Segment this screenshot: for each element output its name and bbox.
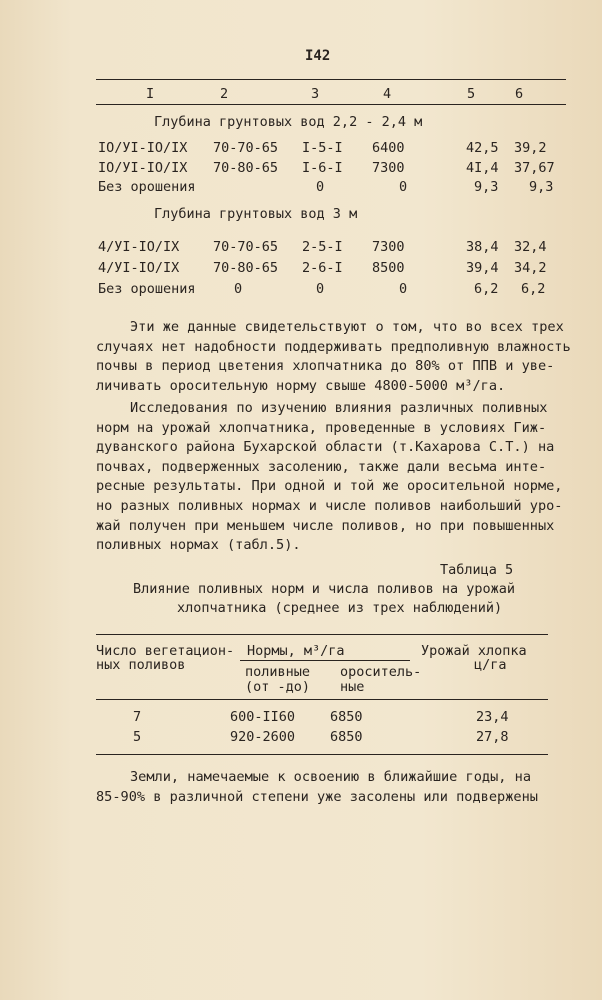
table5-sub2-line2: ные	[340, 679, 365, 695]
table4-s1-r3-c5: 9,3	[474, 179, 499, 195]
table4-s2-r1-c3: 2-5-I	[302, 239, 343, 255]
table4-s2-r1-c1: 4/УI-IO/IX	[98, 239, 180, 255]
table4-top-rule	[96, 79, 566, 80]
table5-group-rule	[240, 660, 410, 661]
paragraph-1-line: Эти же данные свидетельствуют о том, что во всех трех	[130, 319, 564, 335]
table5-col3-header-line1: Урожай хлопка	[421, 643, 527, 659]
paragraph-2-line: поливных нормах (табл.5).	[96, 537, 301, 554]
table4-section1-title: Глубина грунтовых вод 2,2 - 2,4 м	[154, 114, 423, 130]
table5-r1-c4: 23,4	[476, 709, 509, 725]
table4-s1-r3-c4: 0	[399, 179, 408, 195]
table4-s1-r3-c6: 9,3	[529, 179, 554, 195]
table4-s1-r1-c6: 39,2	[514, 140, 547, 156]
table4-s1-r2-c6: 37,67	[514, 160, 555, 176]
paragraph-3-line: 85-90% в различной степени уже засолены или подвержены	[96, 788, 538, 805]
table5-sub2-line1: ороситель-	[340, 664, 422, 680]
paragraph-1-line: случаях нет надобности поддерживать предполивную влажность	[96, 338, 571, 355]
table5-r1-c1: 7	[133, 709, 142, 725]
table4-s2-r3-c1: Без орошения	[98, 281, 196, 297]
table5-title-line1: Влияние поливных норм и числа поливов на урожай	[133, 581, 516, 597]
table4-s1-r1-c5: 42,5	[466, 140, 499, 156]
table5-col3-header-line2: ц/га	[474, 657, 507, 673]
table4-s2-r3-c5: 6,2	[474, 281, 499, 297]
table4-s2-r2-c5: 39,4	[466, 260, 499, 276]
table4-s2-r3-c2: 0	[234, 281, 243, 297]
table4-s1-r3-c3: 0	[316, 179, 325, 195]
table5-sub1-line2: (от -до)	[245, 679, 311, 695]
table5-r2-c4: 27,8	[476, 729, 509, 745]
table5-title-line2: хлопчатника (среднее из трех наблюдений)	[177, 600, 503, 616]
paragraph-2-line: Исследования по изучению влияния различных поливных	[130, 400, 548, 416]
table4-col-num-5: 5	[467, 86, 476, 102]
table4-s1-r1-c2: 70-70-65	[213, 140, 279, 156]
table4-col-num-1: I	[146, 86, 155, 102]
table4-s2-r2-c1: 4/УI-IO/IX	[98, 260, 180, 276]
paragraph-1	[96, 318, 570, 396]
table4-s1-r3-c1: Без орошения	[98, 179, 196, 195]
paragraph-2-line: но разных поливных нормах и числе поливов наибольший уро-	[96, 497, 563, 514]
table4-s1-r1-c1: IO/УI-IO/IX	[98, 140, 188, 156]
table4-s1-r1-c3: I-5-I	[302, 140, 343, 156]
table5-header-rule	[96, 699, 548, 700]
table5-r1-c2: 600-II60	[230, 709, 296, 725]
table4-section2-title: Глубина грунтовых вод 3 м	[154, 206, 358, 222]
table4-s2-r2-c2: 70-80-65	[213, 260, 279, 276]
table4-s2-r3-c4: 0	[399, 281, 408, 297]
table5-r2-c1: 5	[133, 729, 142, 745]
table4-s2-r1-c2: 70-70-65	[213, 239, 279, 255]
table4-s1-r2-c1: IO/УI-IO/IX	[98, 160, 188, 176]
paragraph-2	[96, 399, 570, 556]
table4-s1-r1-c4: 6400	[372, 140, 405, 156]
paragraph-2-line: почвах, подверженных засолению, также дали весьма инте-	[96, 458, 547, 475]
table5-r2-c3: 6850	[330, 729, 363, 745]
table4-s2-r3-c6: 6,2	[521, 281, 546, 297]
table5-col1-header-line1: Число вегетацион-	[96, 643, 235, 659]
table4-s2-r2-c6: 34,2	[514, 260, 547, 276]
table4-s1-r2-c3: I-6-I	[302, 160, 343, 176]
table4-s1-r2-c5: 4I,4	[466, 160, 499, 176]
paragraph-1-line: личивать оросительную норму свыше 4800-5000 м³/га.	[96, 377, 506, 394]
table4-col-num-6: 6	[515, 86, 524, 102]
table5-sub1-line1: поливные	[245, 664, 311, 680]
table4-s1-r2-c4: 7300	[372, 160, 405, 176]
table5-col1-header-line2: ных поливов	[96, 657, 186, 673]
table5-label: Таблица 5	[440, 562, 514, 578]
table4-s2-r1-c4: 7300	[372, 239, 405, 255]
paragraph-2-line: дуванского района Бухарской области (т.Кахарова С.Т.) на	[96, 439, 555, 456]
page-number: I42	[305, 48, 331, 64]
table4-s2-r1-c5: 38,4	[466, 239, 499, 255]
paragraph-1-line: почвы в период цветения хлопчатника до 80% от ППВ и уве-	[96, 358, 555, 375]
paragraph-2-line: жай получен при меньшем числе поливов, но при повышенных	[96, 517, 555, 534]
table5-top-rule	[96, 634, 548, 635]
table4-header-rule	[96, 104, 566, 105]
paragraph-2-line: ресные результаты. При одной и той же оросительной норме,	[96, 478, 563, 495]
table4-s1-r2-c2: 70-80-65	[213, 160, 279, 176]
paragraph-3-line: Земли, намечаемые к освоению в ближайшие годы, на	[130, 769, 532, 785]
table4-s2-r2-c3: 2-6-I	[302, 260, 343, 276]
table4-col-num-3: 3	[311, 86, 320, 102]
table4-s2-r3-c3: 0	[316, 281, 325, 297]
table4-s2-r1-c6: 32,4	[514, 239, 547, 255]
paragraph-2-line: норм на урожай хлопчатника, проведенные в условиях Гиж-	[96, 419, 547, 436]
table5-r2-c2: 920-2600	[230, 729, 296, 745]
paragraph-3	[96, 768, 570, 807]
table5-r1-c3: 6850	[330, 709, 363, 725]
table5-bottom-rule	[96, 754, 548, 755]
table4-col-num-4: 4	[383, 86, 392, 102]
table4-s2-r2-c4: 8500	[372, 260, 405, 276]
table5-group-header: Нормы, м³/га	[247, 643, 345, 659]
table4-col-num-2: 2	[220, 86, 229, 102]
